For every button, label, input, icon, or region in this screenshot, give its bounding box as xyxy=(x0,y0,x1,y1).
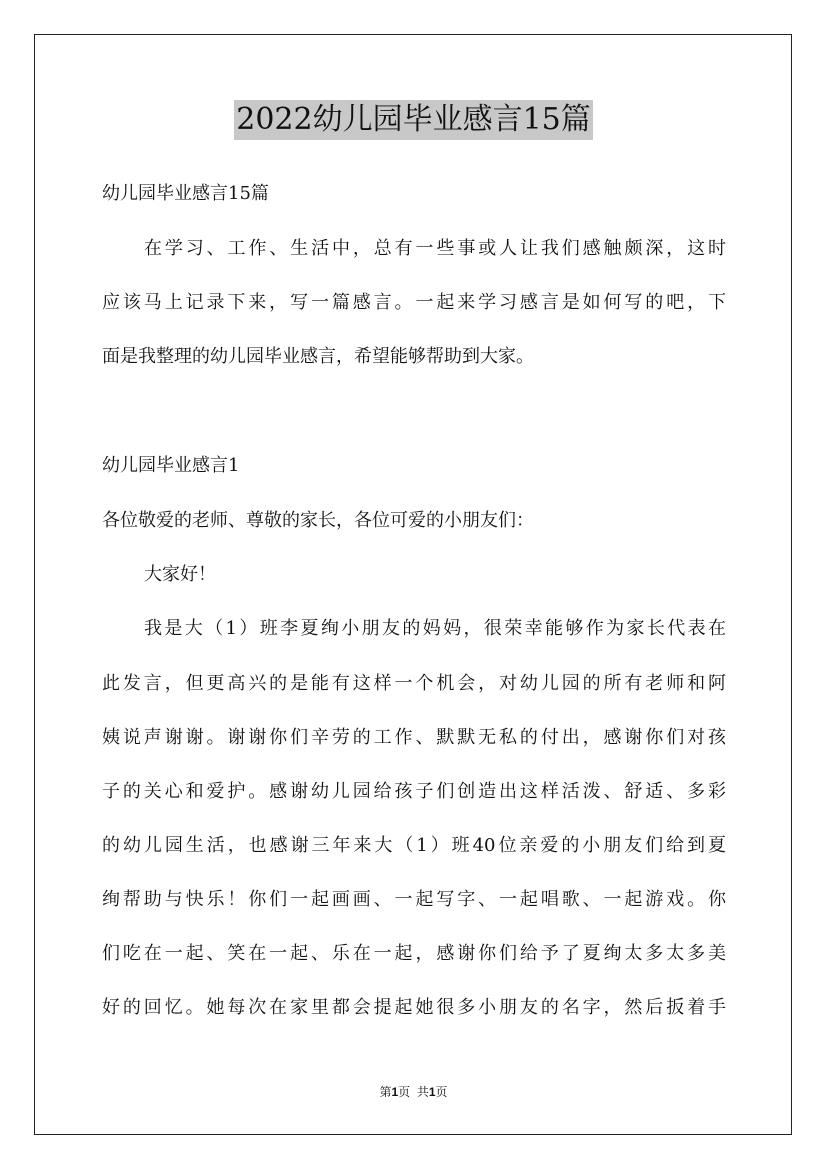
total-prefix: 共 xyxy=(416,1085,429,1099)
intro-line-2: 应该马上记录下来，写一篇感言。一起来学习感言是如何写的吧，下 xyxy=(102,292,726,313)
total-suffix: 页 xyxy=(435,1085,448,1099)
page-suffix: 页 xyxy=(398,1085,411,1099)
body-line-6: 绚帮助与快乐！你们一起画画、一起写字、一起唱歌、一起游戏。你 xyxy=(102,889,726,910)
body-line-2: 此发言，但更高兴的是能有这样一个机会，对幼儿园的所有老师和阿 xyxy=(102,673,726,694)
title-container xyxy=(0,100,827,140)
body-line-5: 的幼儿园生活，也感谢三年来大（1）班40位亲爱的小朋友们给到夏 xyxy=(102,835,726,856)
greeting: 大家好！ xyxy=(144,564,216,585)
intro-line-1: 在学习、工作、生活中，总有一些事或人让我们感触颇深，这时 xyxy=(144,238,726,259)
body-line-1: 我是大（1）班李夏绚小朋友的妈妈，很荣幸能够作为家长代表在 xyxy=(144,618,726,639)
section-heading: 幼儿园毕业感言1 xyxy=(102,455,240,476)
body-line-8: 好的回忆。她每次在家里都会提起她很多小朋友的名字，然后扳着手 xyxy=(102,997,726,1018)
salutation: 各位敬爱的老师、尊敬的家长，各位可爱的小朋友们： xyxy=(102,510,534,531)
document-title: 2022幼儿园毕业感言15篇 xyxy=(234,100,593,140)
total-number: 1 xyxy=(428,1085,436,1099)
page-number: 1 xyxy=(391,1085,399,1099)
body-line-3: 姨说声谢谢。谢谢你们辛劳的工作、默默无私的付出，感谢你们对孩 xyxy=(102,727,726,748)
intro-line-3: 面是我整理的幼儿园毕业感言，希望能够帮助到大家。 xyxy=(102,346,534,367)
body-line-7: 们吃在一起、笑在一起、乐在一起，感谢你们给予了夏绚太多太多美 xyxy=(102,943,726,964)
body-line-4: 子的关心和爱护。感谢幼儿园给孩子们创造出这样活泼、舒适、多彩 xyxy=(102,781,726,802)
page-prefix: 第 xyxy=(379,1085,392,1099)
subtitle: 幼儿园毕业感言15篇 xyxy=(102,183,269,204)
page-footer xyxy=(0,1084,827,1100)
